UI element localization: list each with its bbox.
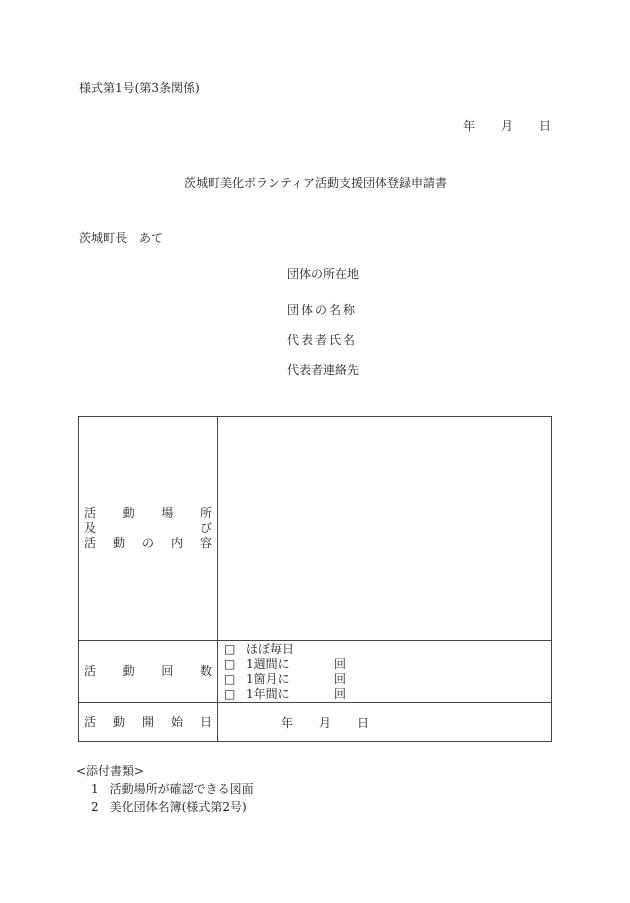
activity-place-input[interactable] (218, 417, 552, 641)
document-title: 茨城町美化ボランティア活動支援団体登録申請書 (184, 176, 448, 190)
option-yearly[interactable] (218, 687, 551, 702)
attachment-item (91, 782, 254, 796)
day-label: 日 (357, 715, 370, 730)
day-label: 日 (539, 119, 552, 133)
submission-date (463, 119, 551, 133)
table-row-start-date (79, 703, 552, 742)
month-label: 月 (501, 119, 514, 133)
frequency-options (218, 641, 552, 703)
form-number: 様式第1号(第3条関係) (79, 81, 200, 95)
field-address-label: 団体の所在地 (287, 267, 360, 281)
label-text: 活動回数 (84, 664, 212, 678)
table-row-activity-place (79, 417, 552, 641)
option-unit: 回 (334, 686, 347, 701)
table-row-frequency (79, 641, 552, 703)
start-date-input[interactable] (218, 703, 552, 742)
item-number: 2 (91, 800, 99, 814)
checkbox[interactable]: □ (224, 671, 236, 686)
item-number: 1 (91, 782, 99, 796)
field-contact-label: 代表者連絡先 (287, 363, 360, 377)
field-representative-label: 代表者氏名 (287, 333, 358, 347)
attachments-heading: <添付書類> (76, 764, 145, 778)
option-text: 1週間に (246, 656, 290, 671)
option-text: ほぼ毎日 (246, 641, 295, 656)
item-text: 美化団体名簿(様式第2号) (109, 800, 247, 814)
option-text: 1年間に (246, 686, 290, 701)
label-line: 及び (84, 521, 212, 535)
checkbox[interactable]: □ (224, 656, 236, 671)
item-text: 活動場所が確認できる図面 (109, 782, 254, 796)
application-table (78, 416, 552, 742)
attachment-item (91, 800, 247, 814)
label-line: 活動場所 (84, 506, 212, 520)
addressee: 茨城町長 あて (79, 231, 164, 245)
option-monthly[interactable] (218, 672, 551, 687)
year-label: 年 (463, 119, 476, 133)
field-name-label: 団体の名称 (287, 303, 358, 317)
option-weekly[interactable] (218, 657, 551, 672)
option-unit: 回 (334, 671, 347, 686)
checkbox[interactable]: □ (224, 686, 236, 701)
year-label: 年 (281, 715, 294, 730)
label-text: 活動開始日 (84, 714, 212, 729)
option-unit: 回 (334, 656, 347, 671)
month-label: 月 (319, 715, 332, 730)
activity-place-label (79, 417, 218, 641)
frequency-label (79, 641, 218, 703)
option-daily[interactable] (218, 642, 551, 657)
option-text: 1箇月に (246, 671, 290, 686)
start-date-label (79, 703, 218, 742)
label-line: 活動の内容 (84, 536, 212, 550)
checkbox[interactable]: □ (224, 641, 236, 656)
